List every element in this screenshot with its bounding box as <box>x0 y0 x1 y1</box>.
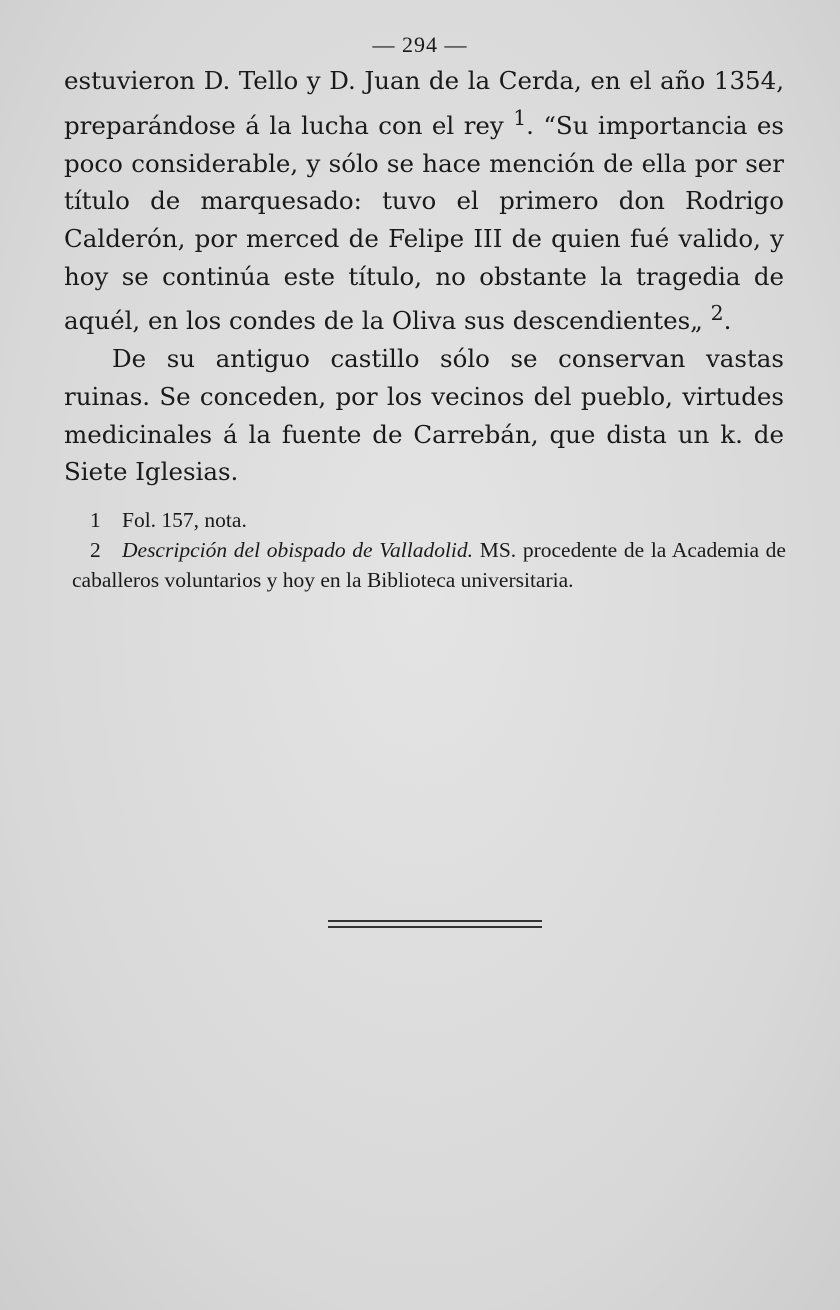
paragraph-2: De su antiguo castillo sólo se conservan vastas ruinas. Se conceden, por los vecinos del pueblo, virtudes medicinales á la fuente de Carrebán, que dista un k. de Siete Iglesias. <box>64 344 784 487</box>
paragraph-1 <box>64 62 784 340</box>
footnote-2-text: MS. procedente de la Academia de caballeros voluntarios y hoy en la Biblioteca universitaria. <box>72 538 786 592</box>
footnote-1-text: Fol. 157, nota. <box>122 508 247 532</box>
footnote-2-number: 2 <box>90 538 101 562</box>
end-divider <box>328 920 542 928</box>
footnote-2 <box>72 535 786 595</box>
paragraph-1-text-c: . <box>723 306 732 336</box>
paragraph-1-text-b: . “Su importancia es poco considerable, y sólo se hace mención de ella por ser título de marquesado: tuvo el primero don Rodrigo Calderón, por merced de Felipe III de quien fué valido, y hoy se continúa este título, no obstante la tragedia de aquél, en los condes de la Oliva sus descendientes„ <box>64 110 785 336</box>
page-number: — 294 — <box>372 32 468 57</box>
footnote-ref-2: 2 <box>710 301 724 326</box>
footnote-1-number: 1 <box>90 508 101 532</box>
footnote-ref-1: 1 <box>513 105 527 130</box>
paragraph-1-text-a: estuvieron D. Tello y D. Juan de la Cerda, en el año 1354, preparándose á la lucha con el rey <box>64 66 784 140</box>
footnote-2-title: Descripción del obispado de Valladolid. <box>122 538 474 562</box>
footnote-1 <box>72 505 786 535</box>
body-text <box>64 62 784 491</box>
footnotes <box>72 505 786 595</box>
